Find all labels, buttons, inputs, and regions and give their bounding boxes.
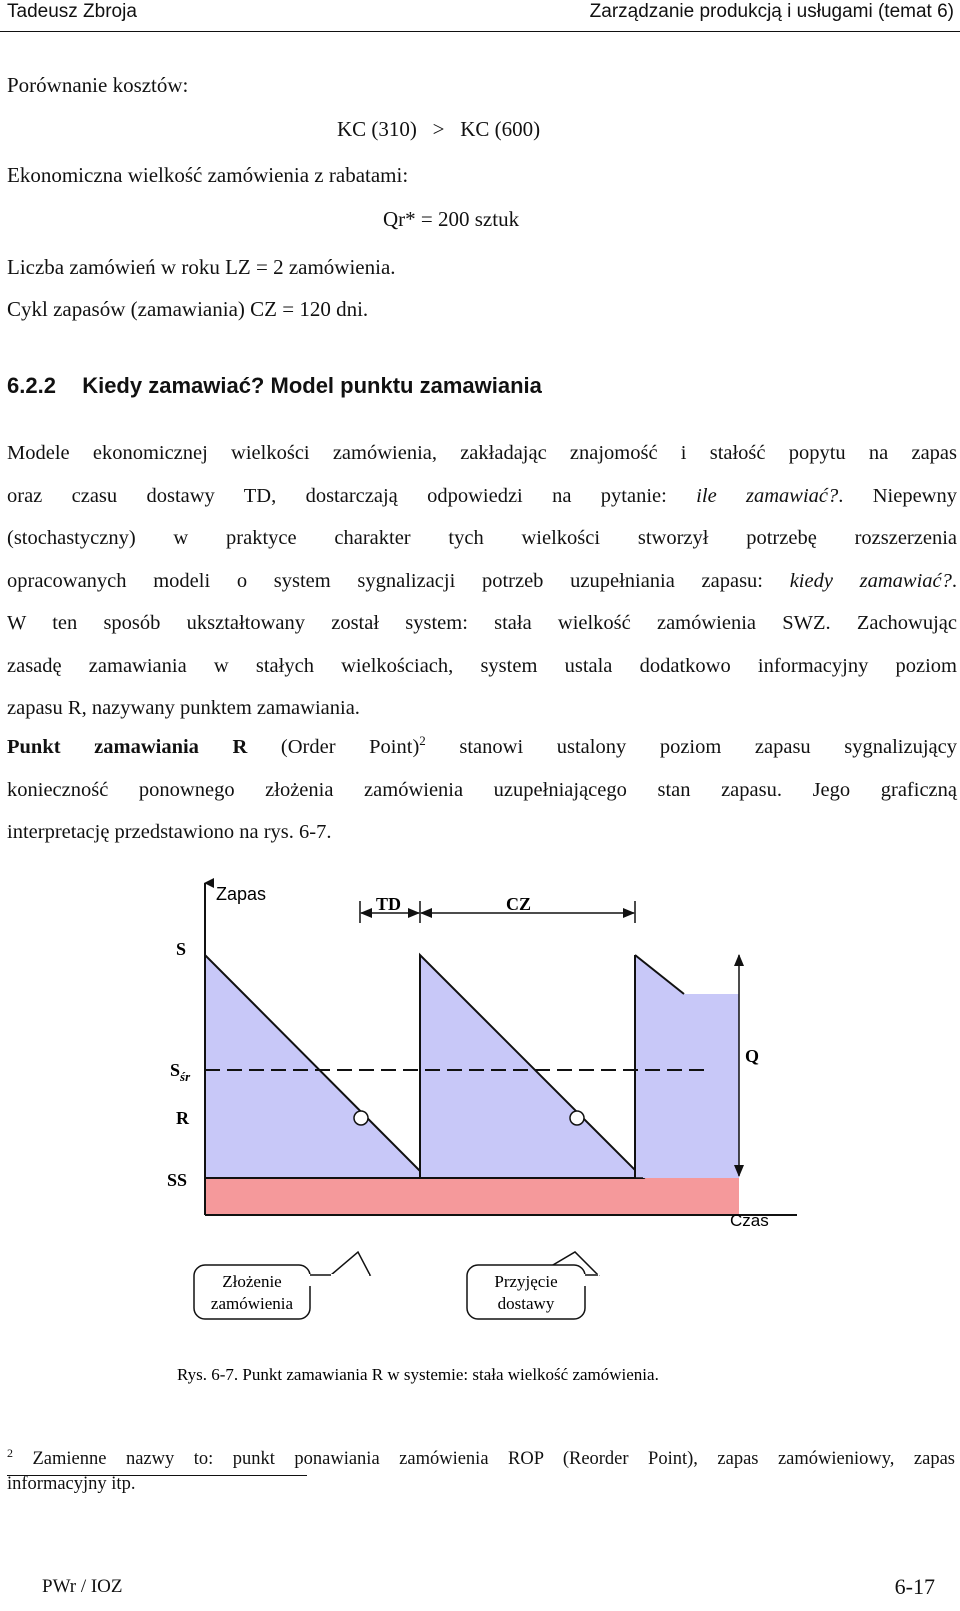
y-axis-label: Zapas <box>216 884 267 904</box>
footnote-line: $^2$ Zamienne nazwy to: punkt ponawiania zamówienia ROP (Reorder Point), zapas zamówieniowy, zapas <box>7 1445 955 1469</box>
callout-order-line1: Złożenie <box>222 1272 282 1291</box>
eoq-value: Qr* = 200 sztuk <box>383 207 520 231</box>
text-line: opracowanych modeli o system sygnalizacji potrzeb uzupełniania zapasu: kiedy zamawiać?. <box>7 569 957 592</box>
figure-reorder-point-diagram <box>0 875 960 1395</box>
callout-order-line2: zamówienia <box>210 1294 294 1313</box>
figure-caption: Rys. 6-7. Punkt zamawiania R w systemie: stała wielkość zamówienia. <box>177 1365 659 1384</box>
eoq-rebates-label: Ekonomiczna wielkość zamówienia z rabatami: <box>7 163 409 187</box>
section-title: Kiedy zamawiać? Model punktu zamawiania <box>82 373 542 398</box>
header-author: Tadeusz Zbroja <box>7 1 137 22</box>
q-label: Q <box>745 1046 760 1066</box>
text-line: (stochastyczny) w praktyce charakter tych wielkości stworzył potrzebę rozszerzenia <box>7 527 957 549</box>
cost-compare-formula: KC (310) > KC (600) <box>337 117 541 141</box>
text-line: zasadę zamawiania w stałych wielkościach, system ustala dodatkowo informacyjny poziom <box>7 654 957 677</box>
header-divider <box>0 31 960 32</box>
paragraph-1 <box>7 432 957 730</box>
ssr-label: $S_{śr}$ <box>170 1060 191 1084</box>
safety-stock-band <box>205 1178 739 1215</box>
paragraph-2 <box>7 726 957 854</box>
text-line: W ten sposób ukształtowany został system: stała wielkość zamówienia SWZ. Zachowując <box>7 612 957 634</box>
text-line: oraz czasu dostawy TD, dostarczają odpowiedzi na pytanie: ile zamawiać?. Niepewny <box>7 484 957 507</box>
callout-delivery-line1: Przyjęcie <box>494 1272 558 1291</box>
footnote <box>7 1447 955 1497</box>
header-title: Zarządzanie produkcją i usługami (temat 6) <box>589 1 954 22</box>
cost-compare-label: Porównanie kosztów: <box>7 73 189 97</box>
callout-pointer-order <box>331 1252 370 1275</box>
footnote-line: informacyjny itp. <box>7 1474 136 1494</box>
text-line: interpretację przedstawiono na rys. 6-7. <box>7 821 332 843</box>
x-axis-label: Czas <box>730 1211 769 1230</box>
text-line: konieczność ponownego złożenia zamówienia uzupełniającego stan zapasu. Jego graficzną <box>7 778 957 801</box>
r-label: R <box>176 1108 189 1128</box>
section-heading <box>7 373 542 399</box>
stock-cycle-2 <box>420 955 643 1178</box>
ss-label: SS <box>167 1170 188 1190</box>
text-line: zapasu R, nazywany punktem zamawiania. <box>7 697 360 719</box>
page-number: 6-17 <box>894 1574 935 1599</box>
td-label: TD <box>376 894 402 914</box>
term-reorder-point: Punkt zamawiania R <box>7 736 248 758</box>
section-number: 6.2.2 <box>7 373 56 398</box>
text-line: Modele ekonomicznej wielkości zamówienia, zakładając znajomość i stałość popytu na zapas <box>7 442 957 464</box>
reorder-point-marker <box>354 1111 368 1125</box>
stock-cycle-3 <box>635 955 739 1178</box>
stock-cycle-1 <box>205 955 427 1178</box>
text-line: Punkt zamawiania R (Order Point)$^2$ stanowi ustalony poziom zapasu sygnalizujący <box>7 733 957 758</box>
cz-label: CZ <box>506 894 532 914</box>
callout-mask <box>309 1274 369 1286</box>
stock-cycle: Cykl zapasów (zamawiania) CZ = 120 dni. <box>7 297 369 321</box>
footnote-mark: 2 <box>7 1445 13 1460</box>
orders-per-year: Liczba zamówień w roku LZ = 2 zamówienia. <box>7 255 396 279</box>
footer-left: PWr / IOZ <box>42 1576 123 1597</box>
callout-delivery-line2: dostawy <box>497 1294 555 1313</box>
reorder-point-marker <box>570 1111 584 1125</box>
s-label: S <box>176 939 187 959</box>
